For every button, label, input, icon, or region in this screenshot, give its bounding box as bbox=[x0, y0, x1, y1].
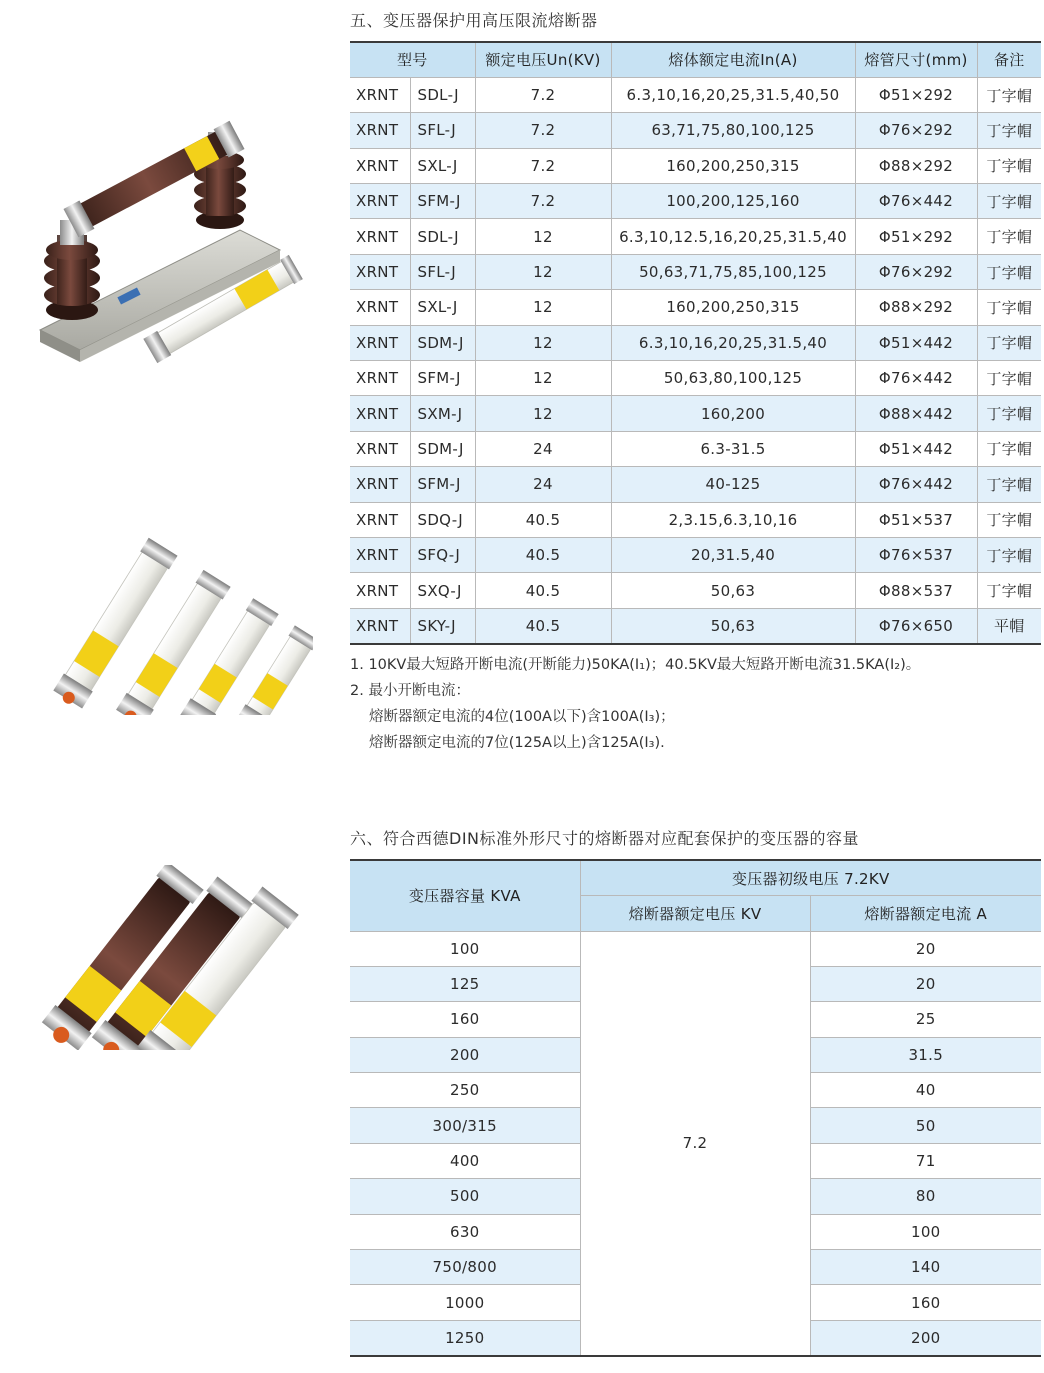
cell-kva: 400 bbox=[350, 1143, 580, 1178]
table-row bbox=[350, 290, 1041, 325]
cell-voltage: 24 bbox=[475, 431, 611, 466]
cell-remark: 丁字帽 bbox=[977, 148, 1041, 183]
header-primary-voltage: 变压器初级电压 7.2KV bbox=[580, 860, 1041, 896]
cell-model: SFM-J bbox=[410, 184, 475, 219]
header-current: 熔体额定电流In(A) bbox=[611, 42, 855, 77]
table-row bbox=[350, 325, 1041, 360]
cell-size: Φ88×292 bbox=[855, 148, 977, 183]
table-row bbox=[350, 396, 1041, 431]
three-fuses-photo bbox=[28, 865, 313, 1050]
table-row bbox=[350, 113, 1041, 148]
cell-fuse-current: 20 bbox=[810, 931, 1041, 966]
fuse-cutout-photo bbox=[30, 110, 310, 375]
cell-current: 6.3,10,12.5,16,20,25,31.5,40 bbox=[611, 219, 855, 254]
cell-remark: 丁字帽 bbox=[977, 113, 1041, 148]
cell-voltage: 12 bbox=[475, 219, 611, 254]
section-5-title: 五、变压器保护用高压限流熔断器 bbox=[350, 11, 598, 30]
cell-model: SXM-J bbox=[410, 396, 475, 431]
header-fuse-voltage: 熔断器额定电压 KV bbox=[580, 896, 810, 932]
cell-size: Φ51×537 bbox=[855, 502, 977, 537]
cell-fuse-current: 25 bbox=[810, 1002, 1041, 1037]
cell-remark: 丁字帽 bbox=[977, 325, 1041, 360]
cell-remark: 丁字帽 bbox=[977, 290, 1041, 325]
note-2a: 熔断器额定电流的4位(100A以下)含100A(I₃)； bbox=[369, 709, 675, 725]
cell-series: XRNT bbox=[350, 396, 410, 431]
cell-size: Φ76×537 bbox=[855, 537, 977, 572]
fuse-spec-table bbox=[350, 41, 1041, 645]
cell-size: Φ51×442 bbox=[855, 325, 977, 360]
cell-voltage: 40.5 bbox=[475, 537, 611, 572]
cell-voltage: 12 bbox=[475, 254, 611, 289]
cell-voltage: 40.5 bbox=[475, 502, 611, 537]
cell-size: Φ88×537 bbox=[855, 573, 977, 608]
cell-series: XRNT bbox=[350, 361, 410, 396]
table-row bbox=[350, 608, 1041, 643]
cell-size: Φ51×292 bbox=[855, 219, 977, 254]
cell-series: XRNT bbox=[350, 219, 410, 254]
cell-kva: 160 bbox=[350, 1002, 580, 1037]
cell-series: XRNT bbox=[350, 148, 410, 183]
header-voltage: 额定电压Un(KV) bbox=[475, 42, 611, 77]
table-row bbox=[350, 184, 1041, 219]
cell-size: Φ76×650 bbox=[855, 608, 977, 643]
table-row bbox=[350, 931, 1041, 966]
cell-current: 40-125 bbox=[611, 467, 855, 502]
cell-remark: 丁字帽 bbox=[977, 184, 1041, 219]
header-fuse-current: 熔断器额定电流 A bbox=[810, 896, 1041, 932]
table-row bbox=[350, 502, 1041, 537]
cell-model: SDQ-J bbox=[410, 502, 475, 537]
cell-remark: 丁字帽 bbox=[977, 396, 1041, 431]
cell-model: SDL-J bbox=[410, 77, 475, 112]
cell-kva: 750/800 bbox=[350, 1250, 580, 1285]
cell-voltage: 12 bbox=[475, 290, 611, 325]
cell-series: XRNT bbox=[350, 113, 410, 148]
cell-model: SDL-J bbox=[410, 219, 475, 254]
cell-remark: 丁字帽 bbox=[977, 431, 1041, 466]
cell-voltage: 7.2 bbox=[475, 113, 611, 148]
table-row bbox=[350, 537, 1041, 572]
cell-model: SXL-J bbox=[410, 148, 475, 183]
cell-fuse-voltage: 7.2 bbox=[580, 931, 810, 1356]
table-row bbox=[350, 361, 1041, 396]
cell-voltage: 12 bbox=[475, 361, 611, 396]
cell-fuse-current: 50 bbox=[810, 1108, 1041, 1143]
cell-voltage: 12 bbox=[475, 396, 611, 431]
table-header-row bbox=[350, 860, 1041, 896]
cell-size: Φ51×442 bbox=[855, 431, 977, 466]
cell-model: SFQ-J bbox=[410, 537, 475, 572]
cell-series: XRNT bbox=[350, 77, 410, 112]
cell-size: Φ51×292 bbox=[855, 77, 977, 112]
cell-model: SFM-J bbox=[410, 361, 475, 396]
table-row bbox=[350, 219, 1041, 254]
cell-series: XRNT bbox=[350, 537, 410, 572]
cell-current: 50,63,71,75,85,100,125 bbox=[611, 254, 855, 289]
cell-size: Φ76×442 bbox=[855, 467, 977, 502]
cell-remark: 丁字帽 bbox=[977, 467, 1041, 502]
cell-fuse-current: 80 bbox=[810, 1179, 1041, 1214]
cell-kva: 1250 bbox=[350, 1320, 580, 1355]
cell-fuse-current: 20 bbox=[810, 966, 1041, 1001]
table-row bbox=[350, 254, 1041, 289]
cell-model: SFM-J bbox=[410, 467, 475, 502]
transformer-capacity-table bbox=[350, 859, 1041, 1357]
cell-model: SDM-J bbox=[410, 325, 475, 360]
cell-remark: 丁字帽 bbox=[977, 219, 1041, 254]
table-header-row bbox=[350, 42, 1041, 77]
cell-model: SDM-J bbox=[410, 431, 475, 466]
cell-kva: 200 bbox=[350, 1037, 580, 1072]
cell-current: 160,200,250,315 bbox=[611, 290, 855, 325]
cell-fuse-current: 100 bbox=[810, 1214, 1041, 1249]
table-row bbox=[350, 573, 1041, 608]
cell-kva: 100 bbox=[350, 931, 580, 966]
note-2: 2. 最小开断电流： bbox=[350, 683, 470, 699]
cell-size: Φ76×442 bbox=[855, 361, 977, 396]
cell-series: XRNT bbox=[350, 431, 410, 466]
cell-current: 20,31.5,40 bbox=[611, 537, 855, 572]
cell-current: 6.3,10,16,20,25,31.5,40,50 bbox=[611, 77, 855, 112]
cell-kva: 630 bbox=[350, 1214, 580, 1249]
cell-kva: 500 bbox=[350, 1179, 580, 1214]
cell-fuse-current: 31.5 bbox=[810, 1037, 1041, 1072]
cell-series: XRNT bbox=[350, 608, 410, 643]
cell-kva: 250 bbox=[350, 1073, 580, 1108]
cell-kva: 1000 bbox=[350, 1285, 580, 1320]
cell-voltage: 40.5 bbox=[475, 608, 611, 643]
table-row bbox=[350, 77, 1041, 112]
table-row bbox=[350, 431, 1041, 466]
cell-current: 63,71,75,80,100,125 bbox=[611, 113, 855, 148]
notes bbox=[350, 652, 920, 756]
cell-kva: 125 bbox=[350, 966, 580, 1001]
note-1: 1. 10KV最大短路开断电流(开断能力)50KA(I₁)；40.5KV最大短路开断电流31.5KA(I₂)。 bbox=[350, 657, 921, 673]
header-remark: 备注 bbox=[977, 42, 1041, 77]
cell-series: XRNT bbox=[350, 573, 410, 608]
cell-size: Φ76×442 bbox=[855, 184, 977, 219]
four-fuses-photo bbox=[28, 535, 313, 715]
cell-current: 50,63,80,100,125 bbox=[611, 361, 855, 396]
cell-model: SFL-J bbox=[410, 113, 475, 148]
cell-series: XRNT bbox=[350, 290, 410, 325]
cell-series: XRNT bbox=[350, 325, 410, 360]
cell-remark: 丁字帽 bbox=[977, 573, 1041, 608]
section-6-title: 六、符合西德DIN标准外形尺寸的熔断器对应配套保护的变压器的容量 bbox=[350, 829, 860, 848]
cell-voltage: 7.2 bbox=[475, 148, 611, 183]
cell-remark: 丁字帽 bbox=[977, 254, 1041, 289]
cell-model: SXL-J bbox=[410, 290, 475, 325]
cell-current: 160,200,250,315 bbox=[611, 148, 855, 183]
cell-size: Φ88×292 bbox=[855, 290, 977, 325]
cell-series: XRNT bbox=[350, 184, 410, 219]
header-size: 熔管尺寸(mm) bbox=[855, 42, 977, 77]
cell-fuse-current: 40 bbox=[810, 1073, 1041, 1108]
cell-fuse-current: 140 bbox=[810, 1250, 1041, 1285]
cell-current: 160,200 bbox=[611, 396, 855, 431]
cell-model: SFL-J bbox=[410, 254, 475, 289]
cell-current: 6.3,10,16,20,25,31.5,40 bbox=[611, 325, 855, 360]
cell-model: SXQ-J bbox=[410, 573, 475, 608]
cell-current: 50,63 bbox=[611, 573, 855, 608]
cell-voltage: 40.5 bbox=[475, 573, 611, 608]
cell-series: XRNT bbox=[350, 502, 410, 537]
cell-remark: 丁字帽 bbox=[977, 502, 1041, 537]
cell-remark: 丁字帽 bbox=[977, 77, 1041, 112]
cell-remark: 丁字帽 bbox=[977, 361, 1041, 396]
cell-voltage: 24 bbox=[475, 467, 611, 502]
cell-current: 100,200,125,160 bbox=[611, 184, 855, 219]
cell-fuse-current: 200 bbox=[810, 1320, 1041, 1355]
header-capacity: 变压器容量 KVA bbox=[350, 860, 580, 931]
table-row bbox=[350, 148, 1041, 183]
cell-fuse-current: 71 bbox=[810, 1143, 1041, 1178]
cell-size: Φ88×442 bbox=[855, 396, 977, 431]
cell-current: 2,3.15,6.3,10,16 bbox=[611, 502, 855, 537]
cell-model: SKY-J bbox=[410, 608, 475, 643]
cell-voltage: 12 bbox=[475, 325, 611, 360]
cell-voltage: 7.2 bbox=[475, 77, 611, 112]
cell-current: 50,63 bbox=[611, 608, 855, 643]
cell-fuse-current: 160 bbox=[810, 1285, 1041, 1320]
header-model: 型号 bbox=[350, 42, 475, 77]
cell-remark: 平帽 bbox=[977, 608, 1041, 643]
cell-size: Φ76×292 bbox=[855, 254, 977, 289]
cell-series: XRNT bbox=[350, 467, 410, 502]
cell-remark: 丁字帽 bbox=[977, 537, 1041, 572]
cell-voltage: 7.2 bbox=[475, 184, 611, 219]
cell-size: Φ76×292 bbox=[855, 113, 977, 148]
note-2b: 熔断器额定电流的7位(125A以上)含125A(I₃). bbox=[369, 735, 665, 751]
cell-current: 6.3-31.5 bbox=[611, 431, 855, 466]
cell-series: XRNT bbox=[350, 254, 410, 289]
cell-kva: 300/315 bbox=[350, 1108, 580, 1143]
table-row bbox=[350, 467, 1041, 502]
